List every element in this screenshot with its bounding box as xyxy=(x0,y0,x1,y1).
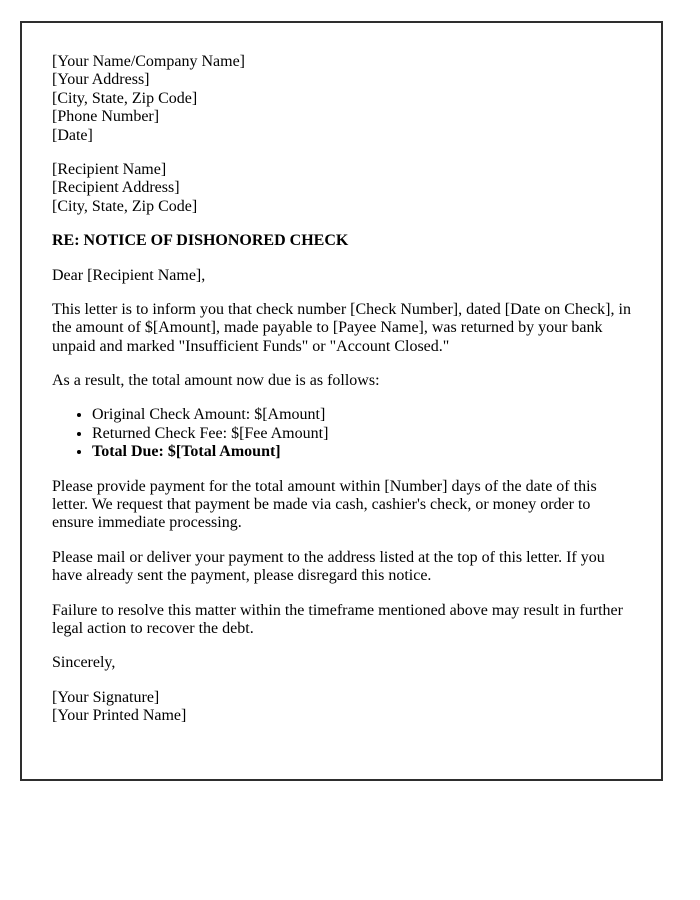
signature-line: [Your Signature] xyxy=(52,688,160,706)
recipient-city-state-zip-line: [City, State, Zip Code] xyxy=(52,197,198,215)
body-paragraph-intro: This letter is to inform you that check number [Check Number], dated [Date on Check], in the amount of $[Amount], made payable to [Payee Name], was returned by your bank unpaid and marked "Insufficient Funds" or "Account Closed." xyxy=(52,300,631,355)
subject-line: RE: NOTICE OF DISHONORED CHECK xyxy=(52,232,349,250)
recipient-name-line: [Recipient Name] xyxy=(52,160,167,178)
letter-date-line: [Date] xyxy=(52,126,93,144)
sender-phone-line: [Phone Number] xyxy=(52,108,160,126)
list-item-returned-check-fee: • Returned Check Fee: $[Fee Amount] xyxy=(92,425,631,443)
sender-address-line: [Your Address] xyxy=(52,71,150,89)
amounts-list xyxy=(52,406,631,461)
body-paragraph-legal-warning: Failure to resolve this matter within the timeframe mentioned above may result in further legal action to recover the debt. xyxy=(52,601,623,637)
body-paragraph-amount-due-intro: As a result, the total amount now due is as follows: xyxy=(52,372,380,390)
sender-address-block xyxy=(52,53,631,145)
body-paragraph-payment-instructions: Please provide payment for the total amount within [Number] days of the date of this letter. We request that payment be made via cash, cashier's check, or money order to ensure immediate processing. xyxy=(52,477,597,532)
salutation: Dear [Recipient Name], xyxy=(52,266,206,284)
sender-city-state-zip-line: [City, State, Zip Code] xyxy=(52,89,198,107)
printed-name-line: [Your Printed Name] xyxy=(52,707,187,725)
letter-page xyxy=(20,21,663,781)
list-item-original-check-amount: • Original Check Amount: $[Amount] xyxy=(92,406,631,424)
list-item-total-due: • Total Due: $[Total Amount] xyxy=(92,443,631,461)
recipient-address-block xyxy=(52,161,631,216)
recipient-address-line: [Recipient Address] xyxy=(52,179,180,197)
signature-block xyxy=(52,689,631,726)
sender-name-line: [Your Name/Company Name] xyxy=(52,53,246,70)
closing: Sincerely, xyxy=(52,654,116,672)
body-paragraph-mailing-instructions: Please mail or deliver your payment to the address listed at the top of this letter. If you have already sent the payment, please disregard this notice. xyxy=(52,548,605,585)
